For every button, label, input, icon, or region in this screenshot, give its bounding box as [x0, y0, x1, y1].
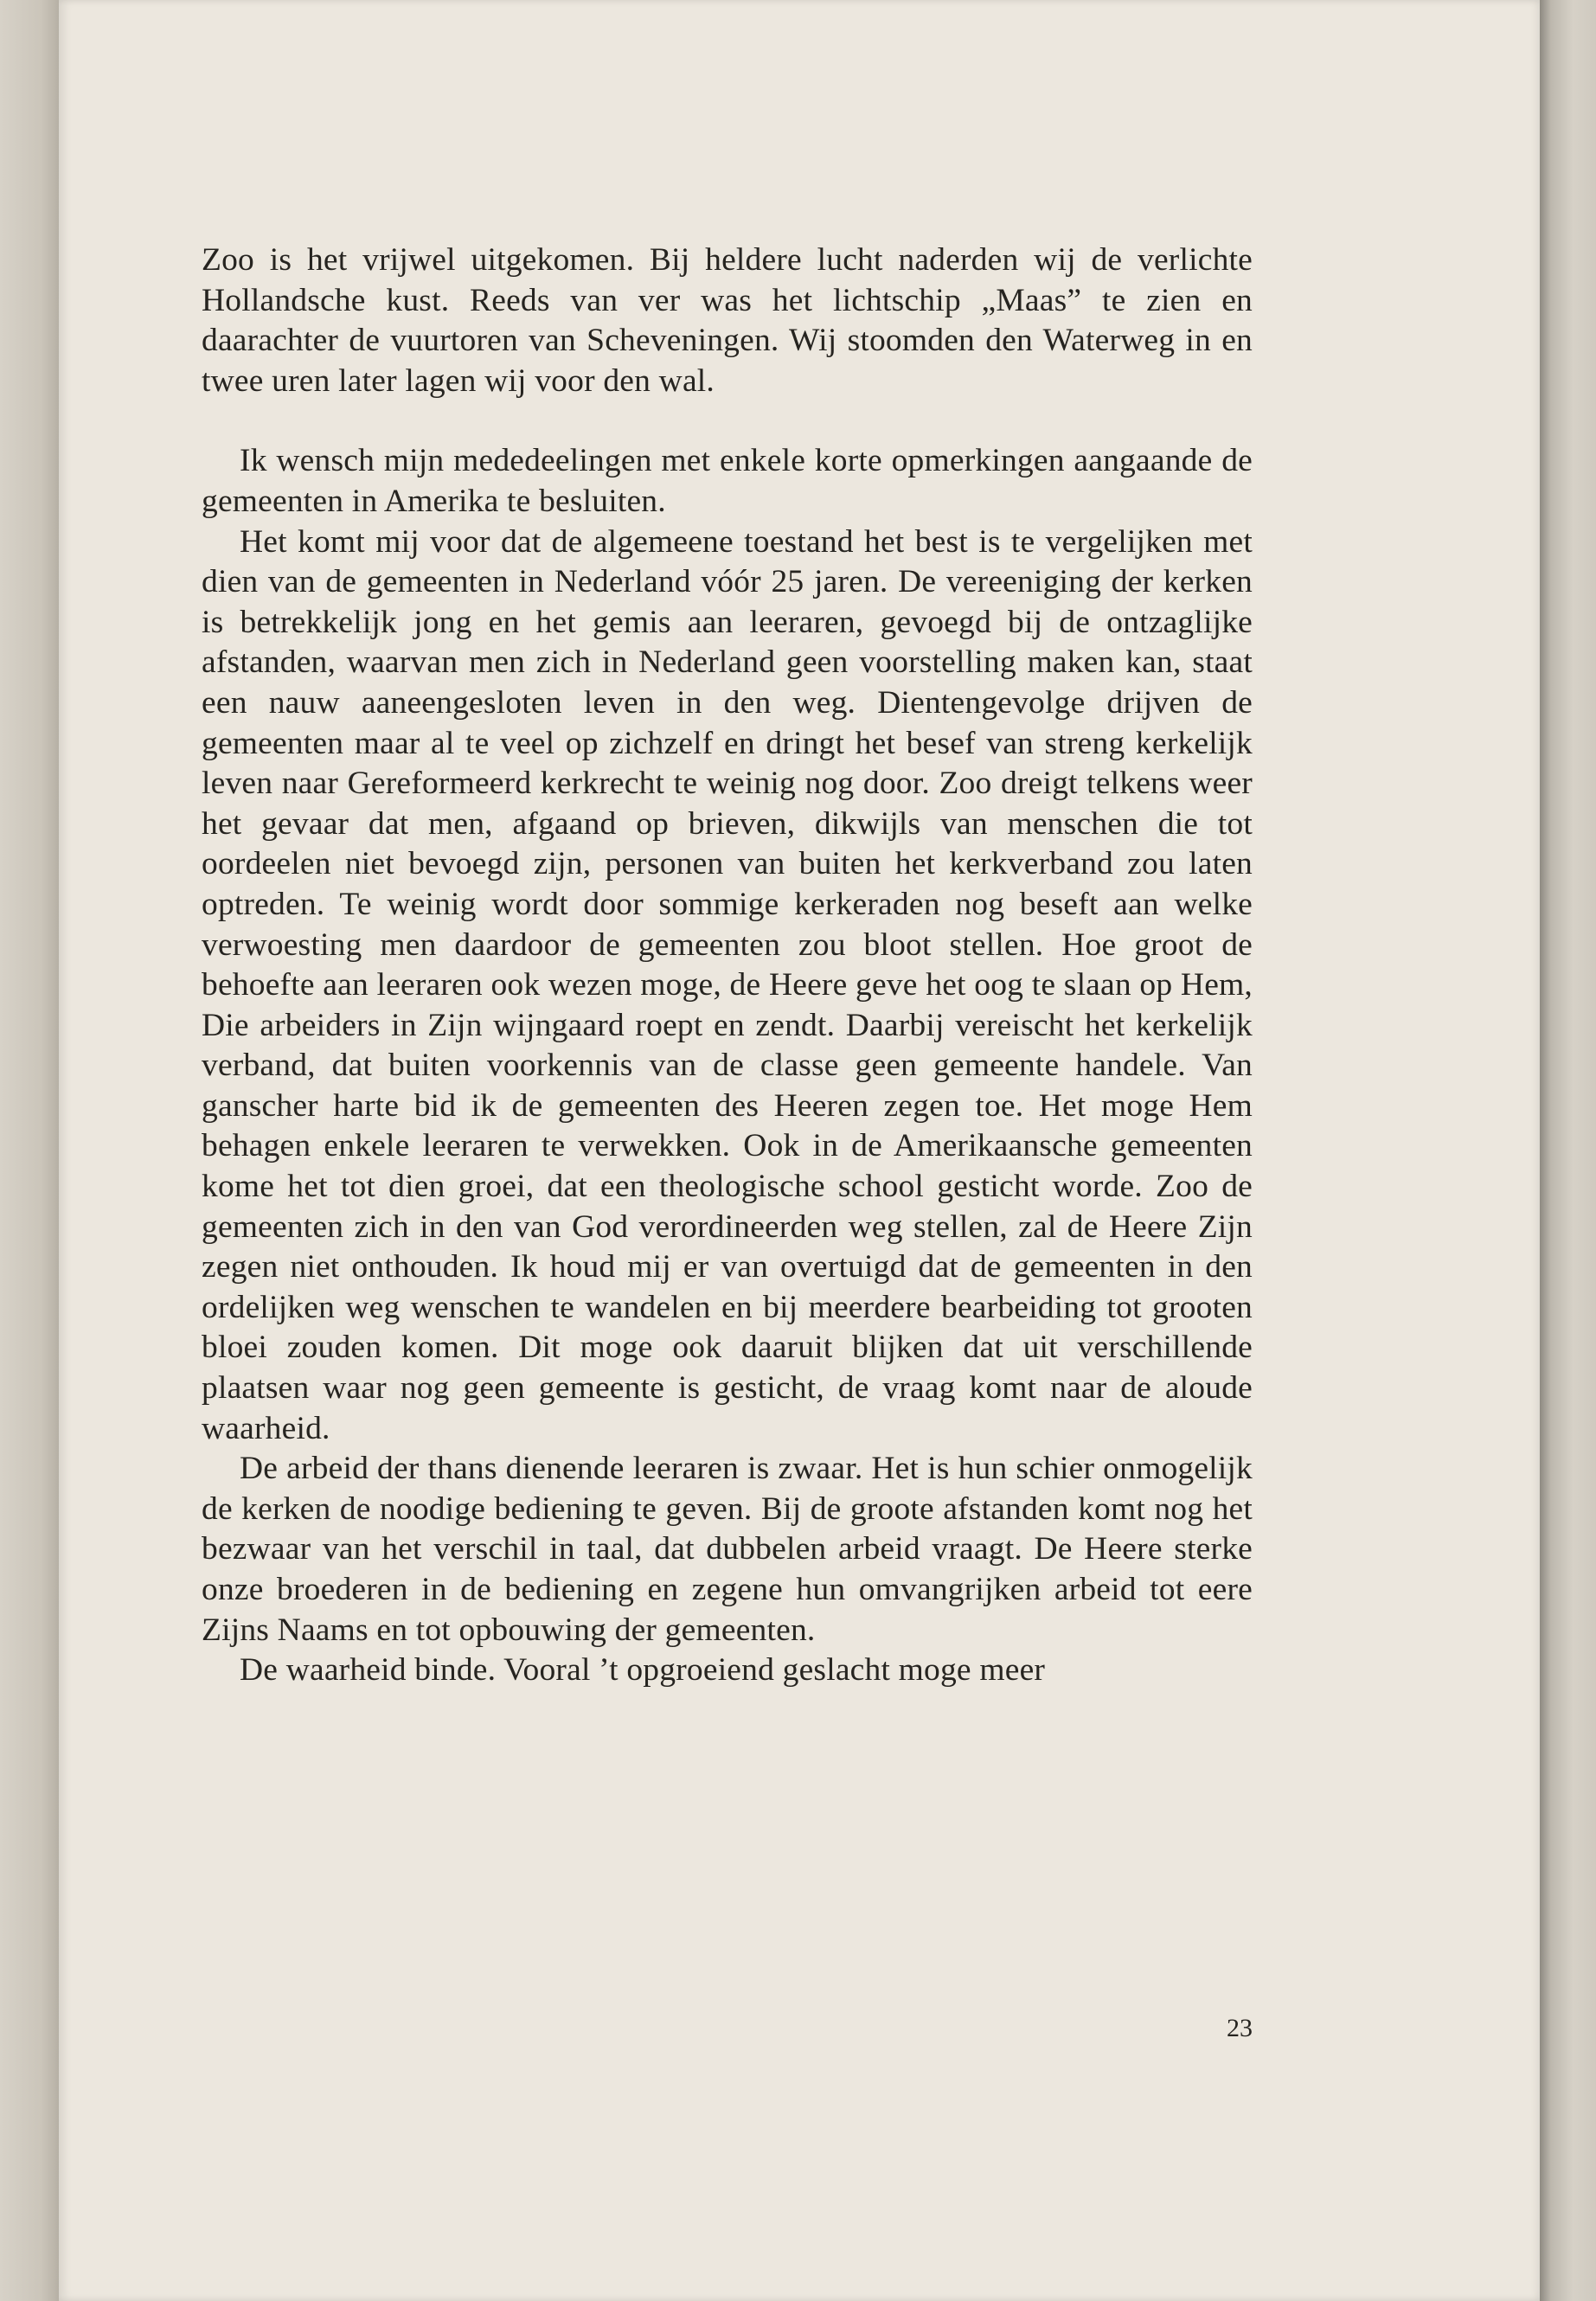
page-edge-right [1540, 0, 1596, 2301]
paragraph-arrival: Zoo is het vrijwel uitgekomen. Bij heldere lucht naderden wij de verlichte Hollandsche kust. Reeds van ver was het lichtschip „Maas” te zien en daarachter de vuurtoren van Scheveningen. Wij stoomden den Waterweg in en twee uren later lagen wij voor den wal. [202, 242, 1253, 399]
paragraph-intro-remarks: Ik wensch mijn mededeelingen met enkele korte opmerkingen aangaande de gemeenten in Amerika te besluiten. [202, 443, 1253, 519]
paragraph-truth: De waarheid binde. Vooral ’t opgroeiend geslacht moge meer [240, 1652, 1046, 1689]
paragraph-general-state: Het komt mij voor dat de algemeene toestand het best is te vergelijken met dien van de gemeenten in Nederland vóór 25 jaren. De vereeniging der kerken is betrekkelijk jong en het gemis aan leeraren, gevoegd bij de ontzaglijke afstanden, waarvan men zich in Nederland geen voorstelling maken kan, staat een nauw aaneengesloten leven in den weg. Dientengevolge drijven de gemeenten maar al te veel op zichzelf en dringt het besef van streng kerkelijk leven naar Gereformeerd kerkrecht te weinig nog door. Zoo dreigt telkens weer het gevaar dat men, afgaand op brieven, dikwijls van menschen die tot oordeelen niet bevoegd zijn, personen van buiten het kerkverband zou laten optreden. Te weinig wordt door sommige kerkeraden nog beseft aan welke verwoesting men daardoor de gemeenten zou bloot stellen. Hoe groot de behoefte aan leeraren ook wezen moge, de Heere geve het oog te slaan op Hem, Die arbeiders in Zijn wijngaard roept en zendt. Daarbij vereischt het kerkelijk verband, dat buiten voorkennis van de classe geen gemeente handele. Van ganscher harte bid ik de gemeenten des Heeren zegen toe. Het moge Hem behagen enkele leeraren te verwekken. Ook in de Amerikaansche gemeenten kome het tot dien groei, dat een theologische school gesticht worde. Zoo de gemeenten zich in den van God verordineerden weg stellen, zal de Heere Zijn zegen niet onthouden. Ik houd mij er van overtuigd dat de gemeenten in den ordelijken weg wenschen te wandelen en bij meerdere bearbeiding tot grooten bloei zouden komen. Dit moge ook daaruit blijken dat uit verschillende plaatsen waar nog geen gemeente is gesticht, de vraag komt naar de aloude waarheid. [202, 523, 1253, 1446]
body-text [202, 240, 1253, 1691]
page-number: 23 [1227, 2014, 1253, 2042]
page-gutter-left [0, 0, 59, 2301]
paragraph-ministers-work: De arbeid der thans dienende leeraren is zwaar. Het is hun schier onmogelijk de kerken de noodige bediening te geven. Bij de groote afstanden komt nog het bezwaar van het verschil in taal, dat dubbelen arbeid vraagt. De Heere sterke onze broederen in de bediening en zegene hun omvangrijken arbeid tot eere Zijns Naams en tot opbouwing der gemeenten. [202, 1451, 1253, 1648]
